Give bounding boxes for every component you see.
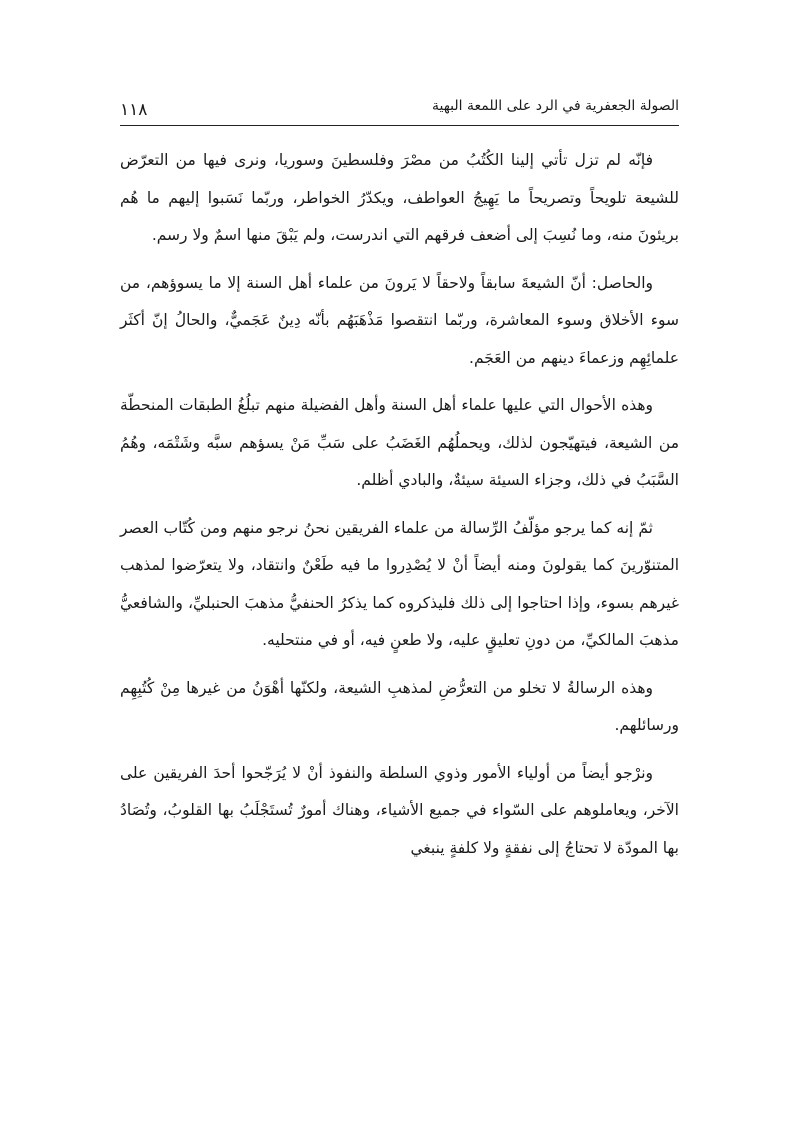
paragraph-2: والحاصل: أنّ الشيعةَ سابقاً ولاحقاً لا يَرونَ من علماء أهل السنة إلا ما يسوؤهم، من سوء الأخلاق وسوء المعاشرة، وربّما انتقصوا مَذْهَبَهُم بأنّه دِينٌ عَجَميٌّ، والحالُ إنّ أكثَر علمائِهِم وزعماءَ دينهم من العَجَم.: [120, 273, 679, 367]
paragraph-4: ثمّ إنه كما يرجو مؤلّفُ الرِّسالة من علماء الفريقين نحنُ نرجو منهم ومن كُتّاب العصر المتنوّرينَ كما يقولونَ ومنه أيضاً أنْ لا يُصْدِروا ما فيه طَعْنٌ وانتقاد، ولا يتعرّضوا لمذهب غيرهم بسوء، وإذا احتاجوا إلى ذلك فليذكروه كما يذكرُ الحنفيُّ مذهبَ الحنبليِّ، والشافعيُّ مذهبَ المالكيِّ، من دونِ تعليقٍ عليه، ولا طعنٍ فيه، أو في منتحليه.: [120, 518, 679, 649]
running-title: الصولة الجعفرية في الرد على اللمعة البهية: [432, 98, 679, 114]
paragraph-6: ونرْجو أيضاً من أولياء الأمور وذوي السلطة والنفوذ أنْ لا يُرَجّحوا أحدَ الفريقين على الآخر، ويعاملوهم على السّواء في جميع الأشياء، وهناك أمورٌ تُستَجْلَبُ بها القلوبُ، وتُصَادُ بها المودّة لا تحتاجُ إلى نفقةٍ ولا كلفةٍ ينبغي: [120, 763, 679, 857]
paragraph-1: فإنّه لم تزل تأتي إلينا الكُتُبُ من مصْرَ وفلسطينَ وسوريا، ونرى فيها من التعرّض للشيعة تلويحاً وتصريحاً ما يَهِيجُ العواطف، ويكدّرُ الخواطر، وربّما نَسَبوا إليهم ما هُم بريئونَ منه، وما نُسِبَ إلى أضعف فرقهم التي اندرست، ولم يَبْقَ منها اسمٌ ولا رسم.: [120, 151, 679, 244]
page-number: ١١٨: [120, 100, 148, 120]
page-header: [120, 92, 679, 128]
paragraph-3: وهذه الأحوال التي عليها علماء أهل السنة وأهل الفضيلة منهم تبلُغُ الطبقات المنحطّة من الشيعة، فيتهيّجون لذلك، ويحملُهُم الغَضَبُ على سَبِّ مَنْ يسؤهم سبَّه وشَتْمَه، وهُمُ السَّبَبُ في ذلك، وجزاء السيئة سيئةٌ، والبادي أظلم.: [120, 396, 679, 489]
body-text: [120, 142, 679, 877]
paragraph-5: وهذه الرسالةُ لا تخلو من التعرُّضِ لمذهبِ الشيعة، ولكنّها أهْوَنُ من غيرها مِنْ كُتُبِهِم ورسائلهم.: [120, 678, 679, 734]
header-rule: [120, 125, 679, 126]
